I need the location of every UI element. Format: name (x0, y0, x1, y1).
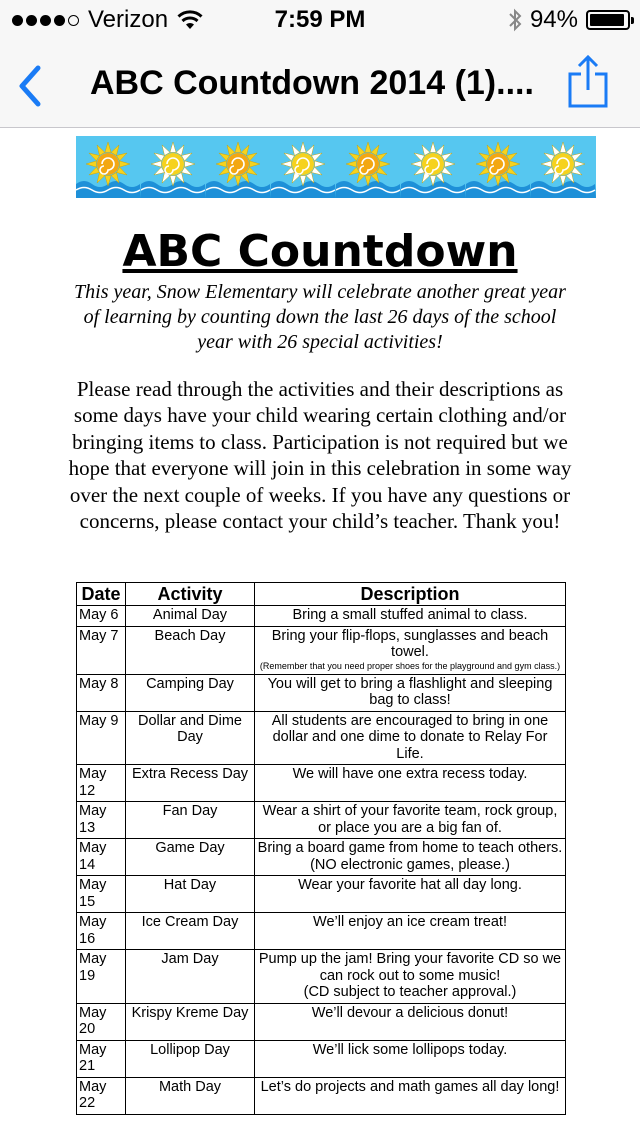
table-row (77, 913, 566, 950)
swirl-tile (531, 136, 596, 198)
table-row (77, 1040, 566, 1077)
row-activity: Jam Day (126, 950, 255, 1004)
row-activity: Game Day (126, 839, 255, 876)
description-text: Wear a shirt of your favorite team, rock group, or place you are a big fan of. (262, 803, 558, 836)
row-description (255, 876, 566, 913)
description-note: (NO electronic games, please.) (310, 856, 510, 873)
description-text: You will get to bring a flashlight and sleeping bag to class! (267, 675, 553, 708)
row-activity: Ice Cream Day (126, 913, 255, 950)
description-text: Let’s do projects and math games all day long! (260, 1078, 560, 1095)
row-date: May 20 (77, 1003, 126, 1040)
row-activity: Math Day (126, 1077, 255, 1114)
description-text: Bring a small stuffed animal to class. (292, 607, 528, 623)
row-description (255, 711, 566, 765)
row-activity: Extra Recess Day (126, 765, 255, 802)
battery-percent: 94% (529, 6, 578, 33)
intro-text: This year, Snow Elementary will celebrate another great year of learning by counting down the last 26 days of the school year with 26 special activities! (74, 281, 566, 353)
header-description: Description (255, 583, 566, 606)
row-activity: Fan Day (126, 802, 255, 839)
table-row (77, 839, 566, 876)
row-description (255, 674, 566, 711)
row-activity: Beach Day (126, 626, 255, 674)
row-date: May 13 (77, 802, 126, 839)
table-row (77, 876, 566, 913)
table-row (77, 1003, 566, 1040)
table-row (77, 950, 566, 1004)
sun-tile (76, 136, 141, 198)
table-header-row (77, 583, 566, 606)
row-description (255, 802, 566, 839)
row-date: May 12 (77, 765, 126, 802)
row-date: May 9 (77, 711, 126, 765)
sun-tile (466, 136, 531, 198)
row-date: May 6 (77, 606, 126, 627)
description-text: We’ll devour a delicious donut! (311, 1004, 509, 1021)
description-text: We’ll lick some lollipops today. (312, 1041, 508, 1058)
chevron-left-icon[interactable] (14, 64, 46, 108)
description-text: Bring a board game from home to teach others. (257, 840, 563, 856)
description-text: We will have one extra recess today. (292, 766, 528, 782)
swirl-tile (271, 136, 336, 198)
document-title: ABC Countdown 2014 (1).... (90, 64, 534, 102)
status-bar (0, 0, 640, 40)
table-row (77, 802, 566, 839)
description-text: We’ll enjoy an ice cream treat! (313, 914, 507, 930)
row-activity: Hat Day (126, 876, 255, 913)
swirl-tile (141, 136, 206, 198)
row-description (255, 1040, 566, 1077)
description-text: All students are encouraged to bring in one dollar and one dime to donate to Relay For Life. (271, 712, 549, 762)
bluetooth-icon (508, 8, 522, 32)
table-row (77, 606, 566, 627)
battery-area (508, 6, 630, 34)
row-date: May 21 (77, 1040, 126, 1077)
clock: 7:59 PM (274, 6, 366, 33)
description-text: Bring your flip-flops, sunglasses and beach towel. (271, 627, 549, 660)
row-description (255, 1077, 566, 1114)
row-activity: Camping Day (126, 674, 255, 711)
carrier-name: Verizon (88, 6, 169, 33)
row-description (255, 606, 566, 627)
row-date: May 14 (77, 839, 126, 876)
navigation-bar (0, 40, 640, 128)
table-row (77, 1077, 566, 1114)
row-description (255, 626, 566, 674)
row-description (255, 1003, 566, 1040)
swirl-tile (401, 136, 466, 198)
row-date: May 22 (77, 1077, 126, 1114)
row-activity: Animal Day (126, 606, 255, 627)
table-row (77, 674, 566, 711)
sun-tile (336, 136, 401, 198)
row-date: May 7 (77, 626, 126, 674)
table-row (77, 711, 566, 765)
sun-banner (76, 136, 596, 198)
row-date: May 19 (77, 950, 126, 1004)
row-activity: Krispy Kreme Day (126, 1003, 255, 1040)
description-text: Wear your favorite hat all day long. (298, 877, 522, 893)
row-date: May 16 (77, 913, 126, 950)
header-activity: Activity (126, 583, 255, 606)
row-activity: Lollipop Day (126, 1040, 255, 1077)
activity-table (76, 582, 566, 1115)
row-date: May 8 (77, 674, 126, 711)
row-description (255, 950, 566, 1004)
description-text: Pump up the jam! Bring your favorite CD so we can rock out to some music! (258, 951, 562, 984)
share-icon[interactable] (566, 54, 610, 110)
row-description (255, 765, 566, 802)
table-row (77, 626, 566, 674)
instructions-paragraph: Please read through the activities and their descriptions as some days have your child wearing certain clothing and/or bringing items to class. Participation is not required but we hope that everyone will join in this celebration in some way over the next couple of weeks. If you have any questions or concerns, please contact your child’s teacher. Thank you! (68, 377, 572, 534)
row-description (255, 839, 566, 876)
description-note: (CD subject to teacher approval.) (303, 984, 517, 1000)
header-date: Date (77, 583, 126, 606)
table-row (77, 765, 566, 802)
row-activity: Dollar and Dime Day (126, 711, 255, 765)
document-heading: ABC Countdown (122, 226, 518, 277)
sun-tile (206, 136, 271, 198)
row-description (255, 913, 566, 950)
description-note: (Remember that you need proper shoes for the playground and gym class.) (259, 660, 561, 671)
document-viewer[interactable] (0, 128, 640, 1136)
row-date: May 15 (77, 876, 126, 913)
battery-icon (586, 10, 630, 30)
